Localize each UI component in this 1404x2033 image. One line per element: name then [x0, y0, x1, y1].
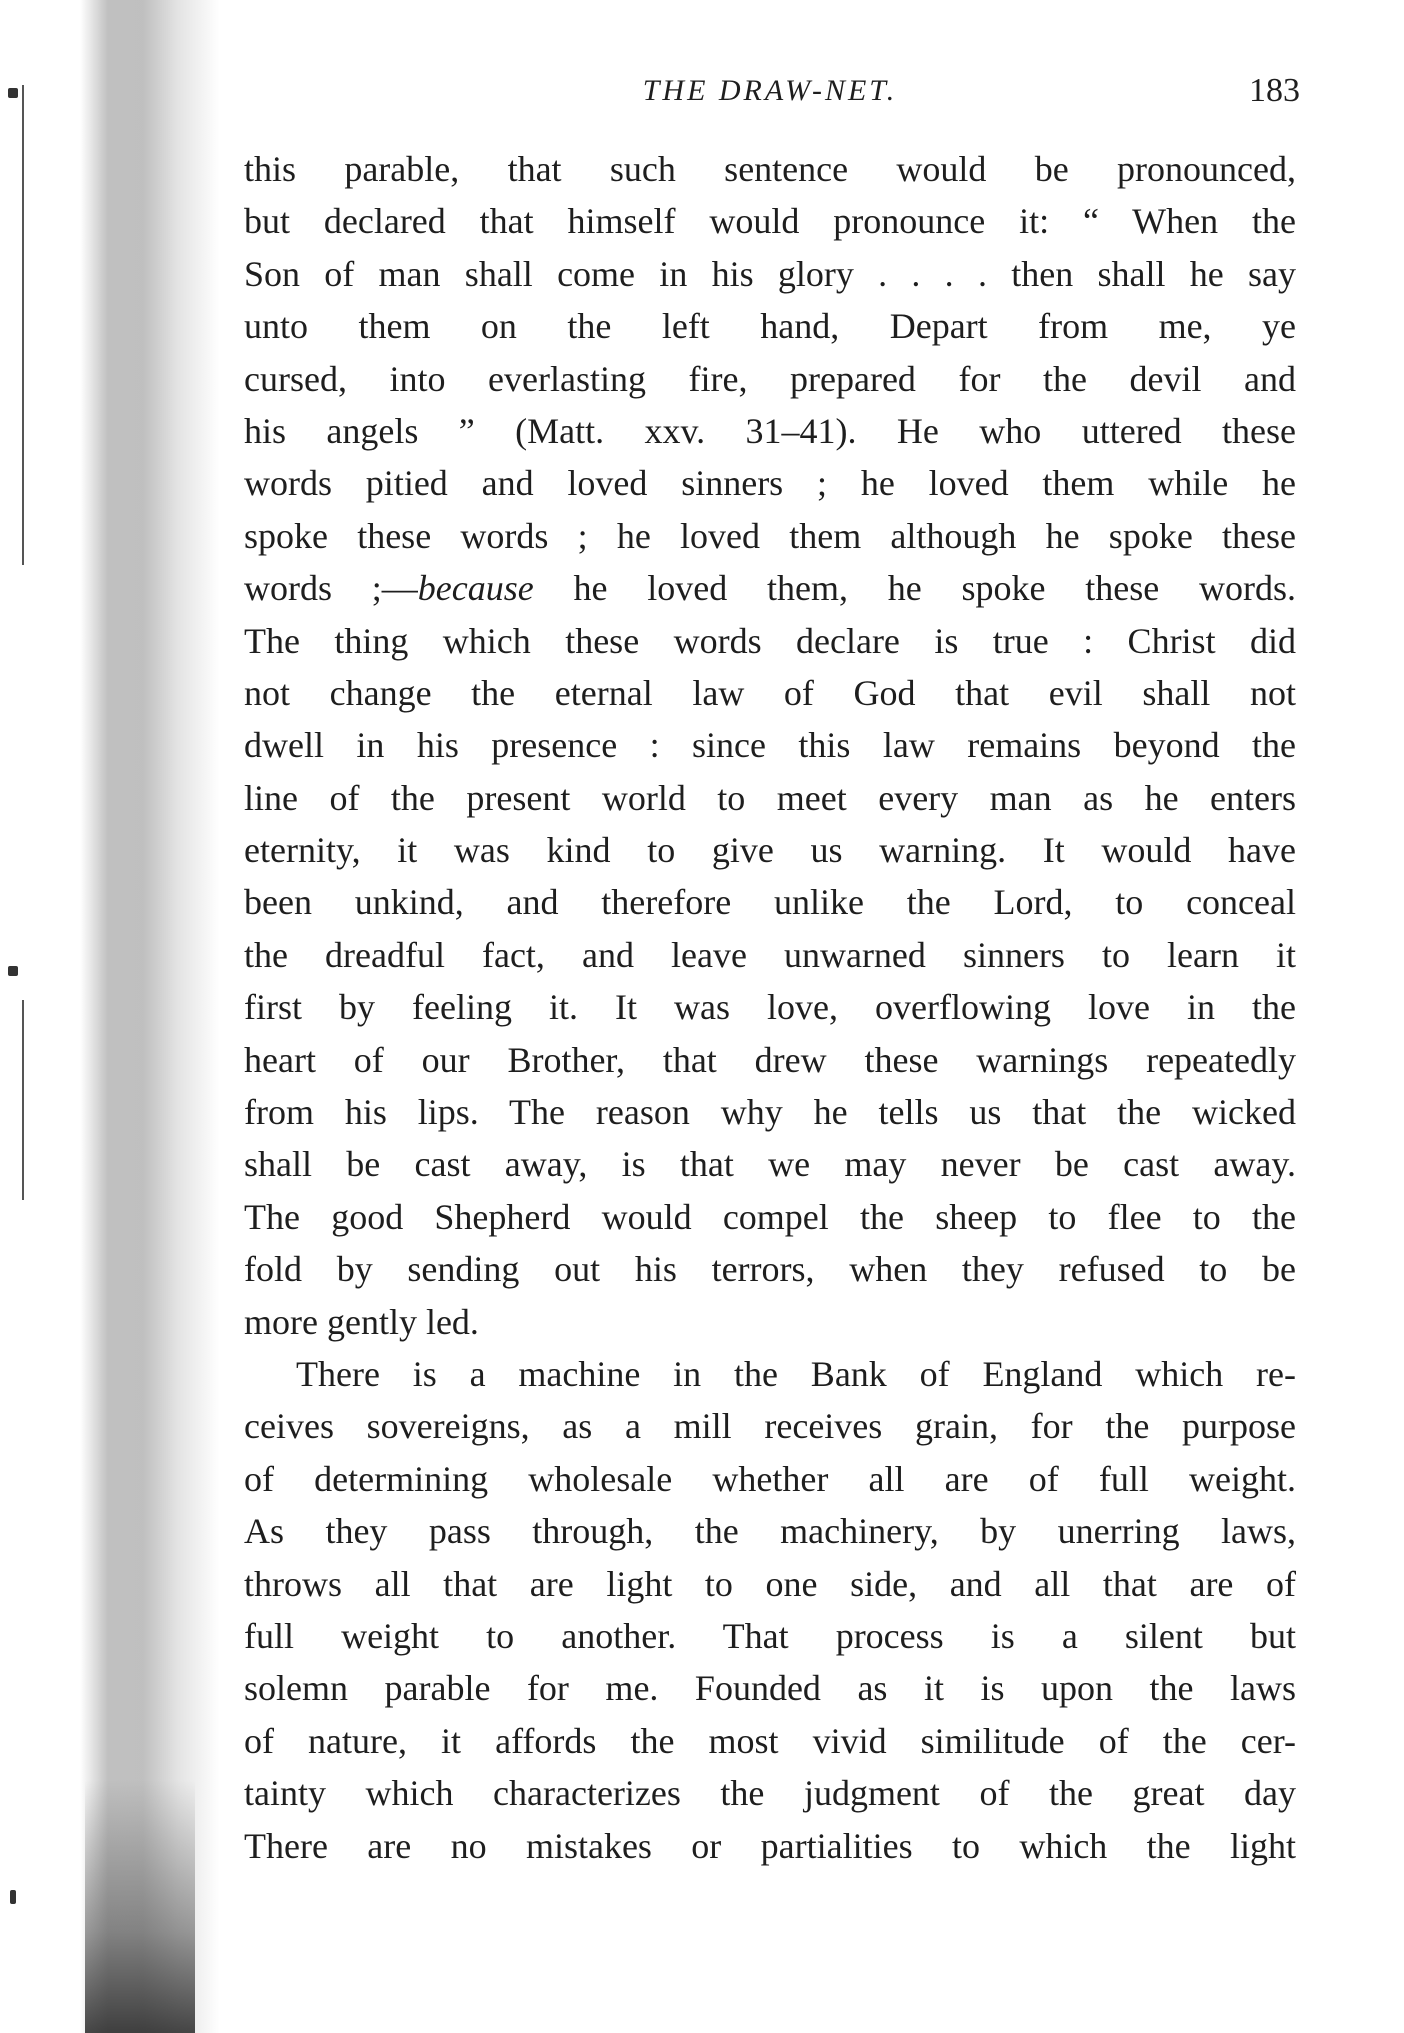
text-line: heart of our Brother, that drew these warnings repeatedly [244, 1039, 1296, 1080]
text-line: words pitied and loved sinners ; he loved them while he [244, 463, 1296, 504]
text-line: his angels ” (Matt. xxv. 31–41). He who uttered these [244, 410, 1296, 451]
page-edge-mark [8, 88, 18, 98]
text-line: Son of man shall come in his glory . . . . then shall he say [244, 253, 1296, 294]
text-line: not change the eternal law of God that evil shall not [244, 672, 1296, 713]
page-gutter-shadow [80, 0, 220, 2033]
text-line: solemn parable for me. Founded as it is upon the laws [244, 1668, 1296, 1709]
running-title: THE DRAW-NET. [642, 74, 898, 107]
page-edge-mark [8, 966, 18, 976]
text-line: spoke these words ; he loved them although he spoke these [244, 515, 1296, 556]
page-edge-line [22, 85, 24, 565]
text-line: the dreadful fact, and leave unwarned sinners to learn it [244, 934, 1296, 975]
text-line: There are no mistakes or partialities to which the light [244, 1825, 1296, 1866]
text-line: eternity, it was kind to give us warning. It would have [244, 830, 1296, 871]
running-head [240, 66, 1300, 116]
text-line-paragraph-start: There is a machine in the Bank of England which re- [296, 1353, 1296, 1394]
text-line: shall be cast away, is that we may never be cast away. [244, 1144, 1296, 1185]
text-line: The good Shepherd would compel the sheep to flee to the [244, 1196, 1296, 1237]
page-number: 183 [1249, 72, 1300, 109]
text-line: words ;—because he loved them, he spoke these words. [244, 568, 1297, 609]
text-line: but declared that himself would pronounce it: “ When the [244, 201, 1296, 242]
text-line: cursed, into everlasting fire, prepared for the devil and [244, 358, 1296, 399]
text-line: throws all that are light to one side, and all that are of [244, 1563, 1296, 1604]
text-line: unto them on the left hand, Depart from me, ye [244, 306, 1296, 347]
text-line: been unkind, and therefore unlike the Lord, to conceal [244, 882, 1296, 923]
page-edge-mark [10, 1890, 16, 1904]
text-line: ceives sovereigns, as a mill receives grain, for the purpose [244, 1406, 1296, 1447]
text-line: of determining wholesale whether all are of full weight. [244, 1458, 1296, 1499]
text-line: this parable, that such sentence would be pronounced, [244, 149, 1296, 189]
text-line: dwell in his presence : since this law remains beyond the [244, 725, 1296, 766]
text-line: line of the present world to meet every man as he enters [244, 777, 1296, 818]
text-line: As they pass through, the machinery, by unerring laws, [244, 1511, 1296, 1552]
text-line-paragraph-end: more gently led. [244, 1301, 479, 1342]
text-line: tainty which characterizes the judgment of the great day [244, 1773, 1296, 1814]
emphasis-because: because [417, 568, 534, 609]
text-line: full weight to another. That process is a silent but [244, 1615, 1296, 1656]
text-line: fold by sending out his terrors, when they refused to be [244, 1249, 1296, 1290]
text-line: from his lips. The reason why he tells us that the wicked [244, 1092, 1296, 1133]
text-line: The thing which these words declare is true : Christ did [244, 620, 1296, 661]
page-edge-line [22, 1000, 24, 1200]
text-line: of nature, it affords the most vivid similitude of the cer- [244, 1720, 1296, 1761]
text-line: first by feeling it. It was love, overflowing love in the [244, 987, 1296, 1028]
body-text [244, 143, 1296, 1872]
page-gutter-dark-corner [85, 1780, 195, 2033]
